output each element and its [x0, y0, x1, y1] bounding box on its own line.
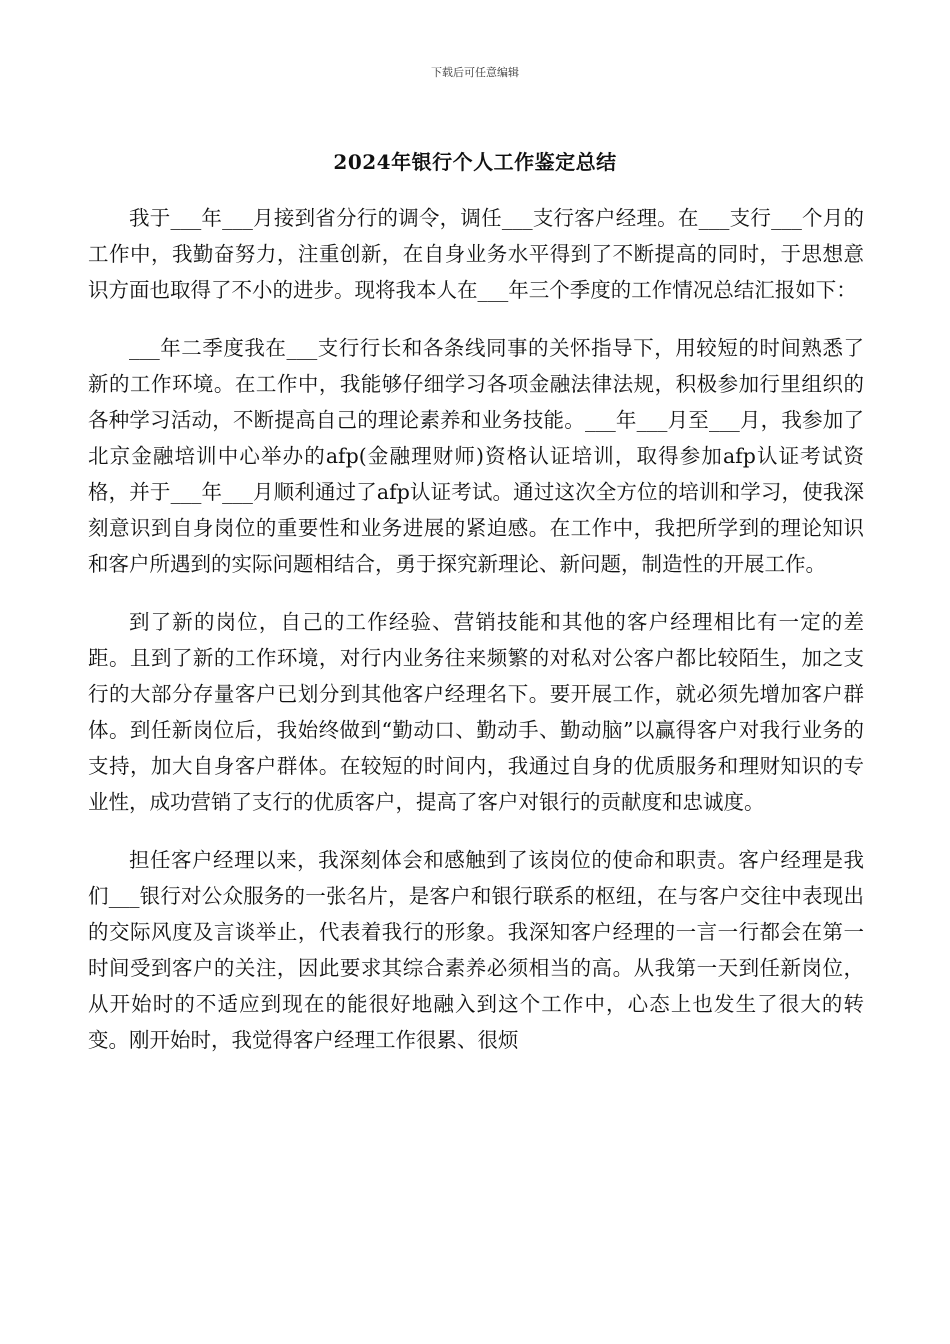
paragraph: 担任客户经理以来，我深刻体会和感触到了该岗位的使命和职责。客户经理是我们___银行对公众服务的一张名片，是客户和银行联系的枢纽，在与客户交往中表现出的交际风度及言谈举止，代表着我行的形象。我深知客户经理的一言一行都会在第一时间受到客户的关注，因此要求其综合素养必须相当的高。从我第一天到任新岗位，从开始时的不适应到现在的能很好地融入到这个工作中，心态上也发生了很大的转变。刚开始时，我觉得客户经理工作很累、很烦 — [88, 848, 864, 1052]
paragraph: 到了新的岗位，自己的工作经验、营销技能和其他的客户经理相比有一定的差距。且到了新的工作环境，对行内业务往来频繁的对私对公客户都比较陌生，加之支行的大部分存量客户已划分到其他客户经理名下。要开展工作，就必须先增加客户群体。到任新岗位后，我始终做到“勤动口、勤动手、勤动脑”以赢得客户对我行业务的支持，加大自身客户群体。在较短的时间内，我通过自身的优质服务和理财知识的专业性，成功营销了支行的优质客户，提高了客户对银行的贡献度和忠诚度。 — [88, 610, 864, 814]
header-note: 下载后可任意编辑 — [431, 66, 519, 79]
document-title: 2024年银行个人工作鉴定总结 — [333, 150, 617, 174]
paragraph: 我于___年___月接到省分行的调令，调任___支行客户经理。在___支行___个月的工作中，我勤奋努力，注重创新，在自身业务水平得到了不断提高的同时，于思想意识方面也取得了不小的进步。现将我本人在___年三个季度的工作情况总结汇报如下： — [88, 206, 864, 302]
paragraph: ___年二季度我在___支行行长和各条线同事的关怀指导下，用较短的时间熟悉了新的工作环境。在工作中，我能够仔细学习各项金融法律法规，积极参加行里组织的各种学习活动，不断提高自己的理论素养和业务技能。___年___月至___月，我参加了北京金融培训中心举办的afp(金融理财师)资格认证培训，取得参加afp认证考试资格，并于___年___月顺利通过了afp认证考试。通过这次全方位的培训和学习，使我深刻意识到自身岗位的重要性和业务进展的紧迫感。在工作中，我把所学到的理论知识和客户所遇到的实际问题相结合，勇于探究新理论、新问题，制造性的开展工作。 — [88, 336, 864, 576]
document-body — [88, 200, 864, 1080]
